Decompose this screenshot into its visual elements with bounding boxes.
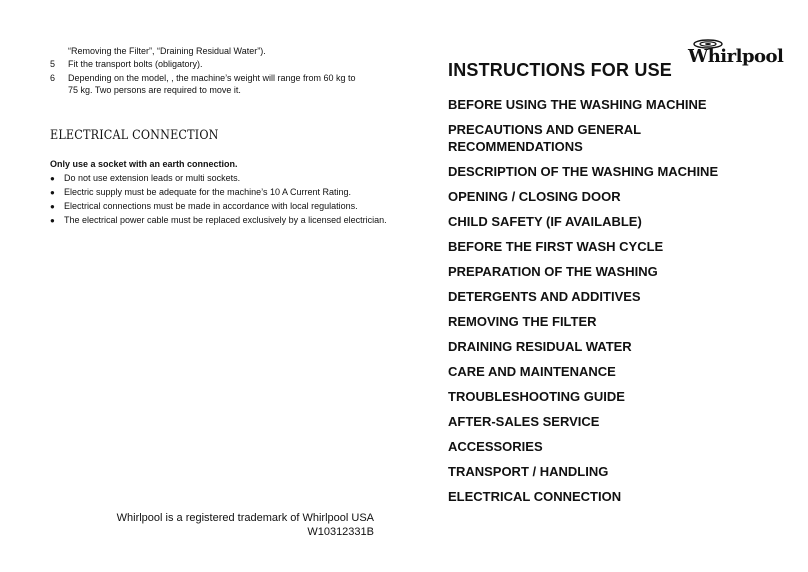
- whirlpool-logo: [688, 38, 784, 72]
- toc-item: AFTER-SALES SERVICE: [448, 414, 600, 429]
- list-item: ● The electrical power cable must be replaced exclusively by a licensed electrician.: [50, 215, 387, 225]
- toc-item: PRECAUTIONS AND GENERAL: [448, 122, 642, 137]
- toc-item: TROUBLESHOOTING GUIDE: [448, 389, 625, 404]
- continued-instruction-line: “Removing the Filter”, “Draining Residual Water”).: [68, 46, 266, 56]
- toc-item: BEFORE USING THE WASHING MACHINE: [448, 97, 707, 112]
- list-item: ● Electrical connections must be made in accordance with local regulations.: [50, 201, 358, 211]
- page-title: INSTRUCTIONS FOR USE: [448, 60, 673, 80]
- trademark-notice: Whirlpool is a registered trademark of Whirlpool USA: [116, 512, 374, 524]
- toc-item: ACCESSORIES: [448, 439, 543, 454]
- bullet-icon: ●: [50, 174, 55, 183]
- bullet-icon: ●: [50, 216, 55, 225]
- toc-item: DESCRIPTION OF THE WASHING MACHINE: [448, 164, 719, 179]
- logo-wordmark: Whirlpool: [688, 46, 784, 67]
- toc-item: BEFORE THE FIRST WASH CYCLE: [448, 239, 664, 254]
- toc-item: DETERGENTS AND ADDITIVES: [448, 289, 641, 304]
- toc-item: DRAINING RESIDUAL WATER: [448, 339, 632, 354]
- section-title-electrical-connection: ELECTRICAL CONNECTION: [50, 128, 219, 143]
- toc-item: CARE AND MAINTENANCE: [448, 364, 616, 379]
- bullet-icon: ●: [50, 188, 55, 197]
- toc-item: TRANSPORT / HANDLING: [448, 464, 609, 479]
- list-item: ● Electric supply must be adequate for the machine’s 10 A Current Rating.: [50, 187, 351, 197]
- toc-item: PREPARATION OF THE WASHING: [448, 264, 658, 279]
- document-code: W10312331B: [307, 526, 374, 538]
- step-number: 5: [50, 59, 56, 69]
- step-text: Fit the transport bolts (obligatory).: [68, 59, 203, 69]
- toc-item: CHILD SAFETY (IF AVAILABLE): [448, 214, 642, 229]
- step-number: 6: [50, 73, 56, 83]
- toc-item: OPENING / CLOSING DOOR: [448, 189, 621, 204]
- bullet-icon: ●: [50, 202, 55, 211]
- list-item: ● Do not use extension leads or multi sockets.: [50, 173, 241, 183]
- step-text-continued: 75 kg. Two persons are required to move it.: [68, 85, 241, 95]
- toc-item: ELECTRICAL CONNECTION: [448, 489, 622, 504]
- table-of-contents: [448, 96, 748, 505]
- toc-item: REMOVING THE FILTER: [448, 314, 597, 329]
- toc-item: RECOMMENDATIONS: [448, 139, 583, 154]
- earth-connection-note: Only use a socket with an earth connection.: [50, 159, 238, 169]
- step-text: Depending on the model, , the machine’s weight will range from 60 kg to: [68, 73, 356, 83]
